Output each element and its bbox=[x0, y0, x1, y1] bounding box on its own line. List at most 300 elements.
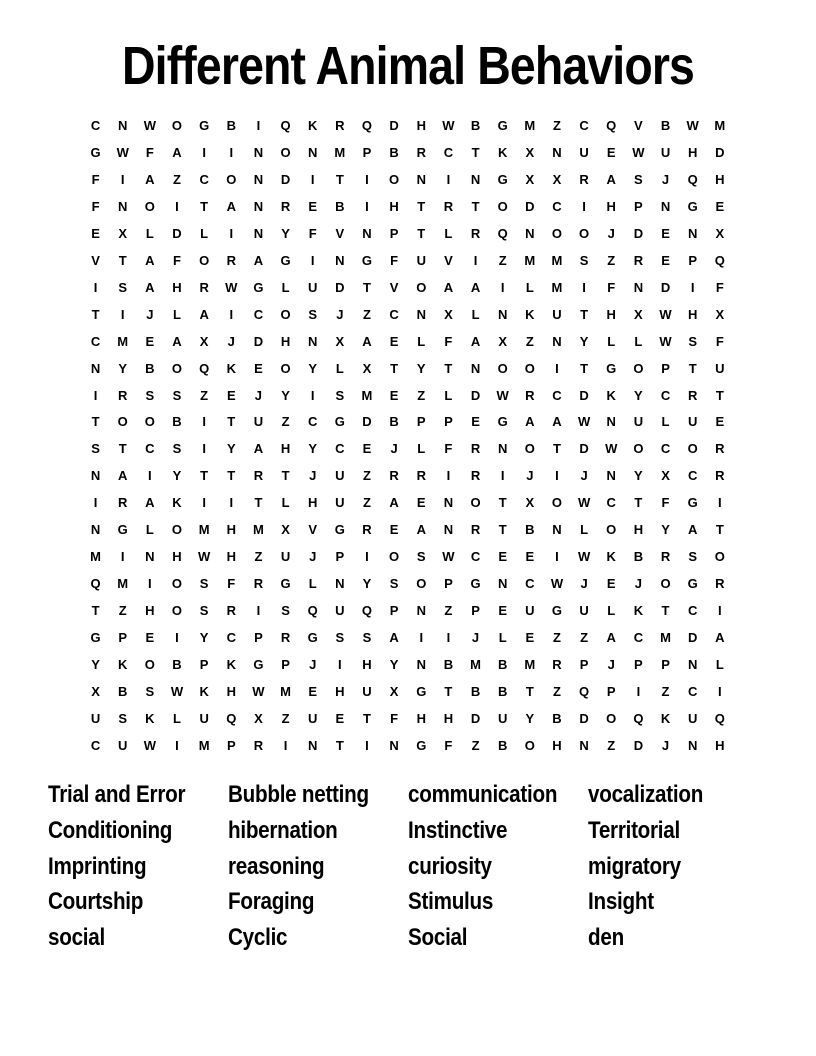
grid-letter[interactable]: I bbox=[500, 468, 505, 484]
grid-letter[interactable]: R bbox=[416, 144, 426, 160]
grid-letter[interactable]: P bbox=[416, 414, 426, 430]
grid-letter[interactable]: W bbox=[659, 333, 672, 349]
grid-letter[interactable]: C bbox=[90, 333, 101, 349]
grid-letter[interactable]: Y bbox=[661, 522, 670, 538]
grid-letter[interactable]: I bbox=[365, 171, 369, 187]
grid-letter[interactable]: N bbox=[416, 171, 426, 187]
grid-letter[interactable]: P bbox=[634, 198, 643, 214]
grid-letter[interactable]: J bbox=[580, 576, 588, 592]
grid-letter[interactable]: I bbox=[202, 495, 206, 511]
grid-letter[interactable]: S bbox=[416, 549, 426, 565]
grid-letter[interactable]: L bbox=[607, 333, 616, 349]
grid-letter[interactable]: N bbox=[253, 144, 264, 160]
grid-letter[interactable]: A bbox=[389, 495, 399, 511]
grid-letter[interactable]: D bbox=[633, 225, 644, 241]
grid-letter[interactable]: Q bbox=[280, 117, 291, 133]
grid-letter[interactable]: O bbox=[171, 117, 183, 133]
grid-letter[interactable]: W bbox=[143, 737, 156, 753]
grid-letter[interactable]: N bbox=[118, 198, 128, 214]
grid-letter[interactable]: V bbox=[308, 522, 318, 538]
grid-letter[interactable]: I bbox=[229, 225, 234, 241]
grid-letter[interactable]: I bbox=[717, 495, 722, 511]
grid-letter[interactable]: Z bbox=[363, 495, 371, 511]
grid-letter[interactable]: G bbox=[199, 117, 210, 133]
grid-letter[interactable]: B bbox=[335, 198, 345, 214]
grid-letter[interactable]: N bbox=[470, 171, 481, 187]
grid-letter[interactable]: J bbox=[146, 306, 154, 322]
grid-letter[interactable]: I bbox=[202, 414, 206, 430]
grid-letter[interactable]: X bbox=[634, 306, 643, 322]
grid-letter[interactable]: E bbox=[308, 683, 318, 699]
grid-letter[interactable]: I bbox=[419, 630, 424, 646]
grid-letter[interactable]: N bbox=[525, 225, 535, 241]
grid-letter[interactable]: N bbox=[606, 414, 616, 430]
grid-letter[interactable]: I bbox=[582, 279, 586, 295]
grid-letter[interactable]: V bbox=[389, 279, 399, 295]
grid-letter[interactable]: L bbox=[498, 630, 507, 646]
grid-letter[interactable]: N bbox=[579, 737, 589, 753]
grid-letter[interactable]: U bbox=[118, 737, 128, 753]
grid-letter[interactable]: Y bbox=[389, 657, 399, 673]
grid-letter[interactable]: U bbox=[579, 144, 589, 160]
grid-letter[interactable]: D bbox=[579, 441, 589, 457]
grid-letter[interactable]: C bbox=[90, 117, 101, 133]
grid-letter[interactable]: D bbox=[579, 387, 589, 403]
grid-letter[interactable]: G bbox=[416, 737, 427, 753]
grid-letter[interactable]: I bbox=[446, 630, 451, 646]
grid-letter[interactable]: K bbox=[145, 710, 155, 726]
grid-letter[interactable]: I bbox=[93, 279, 98, 295]
grid-letter[interactable]: I bbox=[555, 468, 559, 484]
grid-letter[interactable]: C bbox=[687, 683, 698, 699]
grid-letter[interactable]: E bbox=[606, 144, 616, 160]
grid-letter[interactable]: T bbox=[444, 360, 453, 376]
grid-letter[interactable]: N bbox=[253, 171, 264, 187]
grid-letter[interactable]: I bbox=[338, 657, 342, 673]
grid-letter[interactable]: X bbox=[389, 683, 399, 699]
grid-letter[interactable]: J bbox=[607, 225, 615, 241]
grid-letter[interactable]: H bbox=[335, 683, 345, 699]
grid-letter[interactable]: K bbox=[497, 144, 508, 160]
grid-letter[interactable]: T bbox=[715, 522, 724, 538]
grid-letter[interactable]: M bbox=[90, 549, 101, 565]
grid-letter[interactable]: U bbox=[715, 360, 725, 376]
grid-letter[interactable]: N bbox=[552, 144, 562, 160]
grid-letter[interactable]: R bbox=[253, 468, 264, 484]
grid-letter[interactable]: W bbox=[116, 144, 129, 160]
grid-letter[interactable]: I bbox=[229, 306, 234, 322]
grid-letter[interactable]: H bbox=[280, 441, 291, 457]
grid-letter[interactable]: Y bbox=[634, 387, 643, 403]
grid-letter[interactable]: E bbox=[525, 630, 535, 646]
grid-letter[interactable]: I bbox=[365, 198, 369, 214]
grid-letter[interactable]: E bbox=[226, 387, 236, 403]
grid-letter[interactable]: T bbox=[254, 495, 263, 511]
grid-letter[interactable]: Y bbox=[362, 576, 372, 592]
grid-letter[interactable]: N bbox=[687, 657, 698, 673]
grid-letter[interactable]: A bbox=[362, 333, 372, 349]
grid-letter[interactable]: X bbox=[525, 171, 535, 187]
grid-letter[interactable]: A bbox=[416, 522, 426, 538]
grid-letter[interactable]: H bbox=[389, 198, 399, 214]
grid-letter[interactable]: P bbox=[389, 603, 399, 619]
grid-letter[interactable]: X bbox=[525, 144, 535, 160]
grid-letter[interactable]: S bbox=[688, 549, 697, 565]
grid-letter[interactable]: P bbox=[199, 657, 209, 673]
grid-letter[interactable]: B bbox=[172, 657, 182, 673]
grid-letter[interactable]: W bbox=[686, 117, 699, 133]
grid-letter[interactable]: Z bbox=[417, 387, 426, 403]
grid-letter[interactable]: A bbox=[389, 630, 399, 646]
grid-letter[interactable]: R bbox=[335, 117, 345, 133]
grid-letter[interactable]: I bbox=[446, 468, 451, 484]
grid-letter[interactable]: T bbox=[227, 468, 236, 484]
grid-letter[interactable]: Y bbox=[91, 657, 100, 673]
grid-letter[interactable]: P bbox=[606, 683, 616, 699]
grid-letter[interactable]: H bbox=[715, 171, 725, 187]
grid-letter[interactable]: R bbox=[443, 198, 454, 214]
grid-letter[interactable]: W bbox=[550, 576, 564, 592]
grid-letter[interactable]: D bbox=[660, 279, 671, 295]
grid-letter[interactable]: N bbox=[633, 279, 644, 295]
grid-letter[interactable]: S bbox=[389, 576, 399, 592]
grid-letter[interactable]: M bbox=[524, 657, 536, 673]
grid-letter[interactable]: A bbox=[470, 333, 481, 349]
grid-letter[interactable]: L bbox=[281, 495, 290, 511]
grid-letter[interactable]: X bbox=[715, 225, 725, 241]
grid-letter[interactable]: T bbox=[525, 683, 534, 699]
grid-letter[interactable]: I bbox=[175, 737, 179, 753]
grid-letter[interactable]: B bbox=[226, 117, 236, 133]
grid-letter[interactable]: M bbox=[117, 333, 129, 349]
grid-letter[interactable]: D bbox=[362, 414, 372, 430]
grid-letter[interactable]: T bbox=[715, 387, 724, 403]
grid-letter[interactable]: E bbox=[606, 576, 616, 592]
grid-letter[interactable]: U bbox=[633, 414, 644, 430]
grid-letter[interactable]: R bbox=[715, 468, 725, 484]
grid-letter[interactable]: I bbox=[256, 117, 261, 133]
grid-letter[interactable]: P bbox=[362, 144, 372, 160]
grid-letter[interactable]: B bbox=[443, 657, 454, 673]
grid-letter[interactable]: T bbox=[688, 360, 697, 376]
grid-letter[interactable]: X bbox=[661, 468, 670, 484]
grid-letter[interactable]: N bbox=[253, 225, 264, 241]
grid-letter[interactable]: Y bbox=[308, 441, 318, 457]
grid-letter[interactable]: O bbox=[280, 306, 291, 322]
grid-letter[interactable]: A bbox=[226, 198, 236, 214]
grid-letter[interactable]: O bbox=[524, 360, 535, 376]
grid-letter[interactable]: W bbox=[170, 683, 184, 699]
grid-letter[interactable]: E bbox=[308, 198, 318, 214]
grid-letter[interactable]: K bbox=[118, 657, 128, 673]
grid-letter[interactable]: Z bbox=[552, 630, 561, 646]
grid-letter[interactable]: L bbox=[308, 576, 317, 592]
grid-letter[interactable]: X bbox=[118, 225, 128, 241]
grid-letter[interactable]: W bbox=[577, 495, 591, 511]
grid-letter[interactable]: X bbox=[335, 333, 345, 349]
grid-letter[interactable]: T bbox=[471, 144, 480, 160]
grid-letter[interactable]: N bbox=[443, 495, 454, 511]
grid-letter[interactable]: U bbox=[579, 603, 589, 619]
grid-letter[interactable]: Q bbox=[226, 710, 237, 726]
grid-letter[interactable]: Y bbox=[525, 710, 535, 726]
grid-letter[interactable]: J bbox=[254, 387, 263, 403]
grid-letter[interactable]: U bbox=[660, 144, 671, 160]
grid-letter[interactable]: I bbox=[175, 630, 179, 646]
grid-letter[interactable]: A bbox=[443, 279, 454, 295]
grid-letter[interactable]: R bbox=[389, 468, 399, 484]
grid-letter[interactable]: Z bbox=[498, 252, 507, 268]
grid-letter[interactable]: O bbox=[389, 549, 400, 565]
grid-letter[interactable]: R bbox=[280, 198, 291, 214]
grid-letter[interactable]: G bbox=[307, 630, 318, 646]
grid-letter[interactable]: U bbox=[90, 710, 101, 726]
grid-letter[interactable]: Z bbox=[200, 387, 209, 403]
grid-letter[interactable]: M bbox=[252, 522, 264, 538]
grid-letter[interactable]: Y bbox=[634, 468, 643, 484]
grid-letter[interactable]: M bbox=[198, 522, 210, 538]
grid-letter[interactable]: L bbox=[281, 279, 290, 295]
grid-letter[interactable]: O bbox=[579, 225, 590, 241]
grid-letter[interactable]: D bbox=[579, 710, 589, 726]
grid-letter[interactable]: G bbox=[551, 603, 563, 619]
grid-letter[interactable]: G bbox=[687, 576, 698, 592]
grid-letter[interactable]: S bbox=[199, 576, 209, 592]
grid-letter[interactable]: A bbox=[118, 468, 128, 484]
grid-letter[interactable]: C bbox=[145, 441, 155, 457]
grid-letter[interactable]: I bbox=[500, 279, 505, 295]
grid-letter[interactable]: I bbox=[310, 171, 315, 187]
grid-letter[interactable]: N bbox=[90, 468, 101, 484]
grid-letter[interactable]: T bbox=[552, 441, 561, 457]
grid-letter[interactable]: L bbox=[417, 333, 426, 349]
grid-letter[interactable]: H bbox=[280, 333, 291, 349]
grid-letter[interactable]: Z bbox=[580, 630, 589, 646]
grid-letter[interactable]: Q bbox=[199, 360, 210, 376]
grid-letter[interactable]: A bbox=[145, 171, 155, 187]
grid-letter[interactable]: H bbox=[633, 522, 644, 538]
grid-letter[interactable]: O bbox=[389, 171, 400, 187]
grid-letter[interactable]: R bbox=[226, 603, 236, 619]
grid-letter[interactable]: M bbox=[470, 657, 481, 673]
grid-letter[interactable]: L bbox=[661, 414, 670, 430]
grid-letter[interactable]: Z bbox=[525, 333, 534, 349]
grid-letter[interactable]: M bbox=[361, 387, 373, 403]
grid-letter[interactable]: Y bbox=[579, 333, 589, 349]
grid-letter[interactable]: N bbox=[416, 306, 426, 322]
grid-letter[interactable]: E bbox=[389, 387, 399, 403]
grid-letter[interactable]: F bbox=[91, 171, 100, 187]
grid-letter[interactable]: A bbox=[172, 144, 182, 160]
grid-letter[interactable]: O bbox=[551, 495, 563, 511]
grid-letter[interactable]: Z bbox=[173, 171, 181, 187]
grid-letter[interactable]: C bbox=[253, 306, 264, 322]
grid-letter[interactable]: B bbox=[389, 144, 399, 160]
grid-letter[interactable]: W bbox=[143, 117, 156, 133]
grid-letter[interactable]: D bbox=[253, 333, 264, 349]
grid-letter[interactable]: M bbox=[524, 117, 536, 133]
grid-letter[interactable]: R bbox=[470, 441, 481, 457]
grid-letter[interactable]: X bbox=[199, 333, 209, 349]
grid-letter[interactable]: O bbox=[687, 441, 698, 457]
grid-letter[interactable]: T bbox=[200, 198, 209, 214]
grid-letter[interactable]: B bbox=[497, 657, 508, 673]
grid-letter[interactable]: P bbox=[226, 737, 236, 753]
grid-letter[interactable]: A bbox=[199, 306, 209, 322]
grid-letter[interactable]: I bbox=[229, 144, 234, 160]
grid-letter[interactable]: Z bbox=[471, 737, 480, 753]
grid-letter[interactable]: L bbox=[145, 225, 154, 241]
grid-letter[interactable]: U bbox=[280, 549, 291, 565]
grid-letter[interactable]: T bbox=[580, 306, 589, 322]
grid-letter[interactable]: T bbox=[200, 468, 209, 484]
grid-letter[interactable]: E bbox=[715, 414, 725, 430]
grid-letter[interactable]: J bbox=[526, 468, 534, 484]
grid-letter[interactable]: X bbox=[552, 171, 562, 187]
grid-letter[interactable]: P bbox=[634, 657, 643, 673]
grid-letter[interactable]: R bbox=[226, 252, 236, 268]
grid-letter[interactable]: L bbox=[335, 360, 344, 376]
grid-letter[interactable]: G bbox=[497, 171, 508, 187]
grid-letter[interactable]: Z bbox=[363, 468, 371, 484]
grid-letter[interactable]: S bbox=[335, 630, 345, 646]
grid-letter[interactable]: K bbox=[525, 306, 535, 322]
grid-letter[interactable]: P bbox=[118, 630, 128, 646]
grid-letter[interactable]: Y bbox=[308, 360, 318, 376]
grid-letter[interactable]: U bbox=[687, 414, 698, 430]
grid-letter[interactable]: A bbox=[687, 522, 698, 538]
grid-letter[interactable]: R bbox=[118, 495, 128, 511]
grid-letter[interactable]: J bbox=[336, 306, 344, 322]
grid-letter[interactable]: I bbox=[256, 603, 261, 619]
grid-letter[interactable]: Y bbox=[118, 360, 128, 376]
grid-letter[interactable]: O bbox=[144, 414, 155, 430]
grid-letter[interactable]: U bbox=[362, 683, 372, 699]
grid-letter[interactable]: F bbox=[607, 279, 616, 295]
grid-letter[interactable]: Q bbox=[606, 117, 617, 133]
grid-letter[interactable]: N bbox=[389, 737, 399, 753]
grid-letter[interactable]: W bbox=[197, 549, 211, 565]
grid-letter[interactable]: C bbox=[660, 387, 671, 403]
grid-letter[interactable]: J bbox=[390, 441, 398, 457]
grid-letter[interactable]: N bbox=[416, 657, 426, 673]
grid-letter[interactable]: S bbox=[335, 387, 345, 403]
grid-letter[interactable]: A bbox=[715, 630, 725, 646]
grid-letter[interactable]: O bbox=[117, 414, 128, 430]
grid-letter[interactable]: S bbox=[199, 603, 209, 619]
grid-letter[interactable]: Z bbox=[607, 252, 616, 268]
grid-letter[interactable]: M bbox=[198, 737, 210, 753]
grid-letter[interactable]: T bbox=[91, 603, 100, 619]
grid-letter[interactable]: X bbox=[715, 306, 725, 322]
grid-letter[interactable]: S bbox=[118, 710, 128, 726]
grid-letter[interactable]: C bbox=[687, 468, 698, 484]
grid-letter[interactable]: N bbox=[416, 603, 426, 619]
grid-letter[interactable]: R bbox=[687, 387, 698, 403]
grid-letter[interactable]: N bbox=[687, 737, 698, 753]
grid-letter[interactable]: A bbox=[145, 279, 155, 295]
grid-letter[interactable]: C bbox=[335, 441, 345, 457]
grid-letter[interactable]: W bbox=[632, 144, 645, 160]
grid-letter[interactable]: F bbox=[661, 495, 670, 511]
grid-letter[interactable]: A bbox=[552, 414, 562, 430]
grid-letter[interactable]: O bbox=[144, 657, 155, 673]
grid-letter[interactable]: H bbox=[687, 144, 698, 160]
grid-letter[interactable]: O bbox=[633, 441, 644, 457]
grid-letter[interactable]: I bbox=[120, 306, 125, 322]
grid-letter[interactable]: S bbox=[634, 171, 643, 187]
grid-letter[interactable]: H bbox=[145, 603, 155, 619]
grid-letter[interactable]: C bbox=[199, 171, 209, 187]
grid-letter[interactable]: O bbox=[633, 360, 644, 376]
grid-letter[interactable]: C bbox=[552, 198, 562, 214]
grid-letter[interactable]: S bbox=[145, 387, 155, 403]
grid-letter[interactable]: I bbox=[175, 198, 179, 214]
grid-letter[interactable]: Z bbox=[254, 549, 263, 565]
grid-letter[interactable]: F bbox=[444, 737, 453, 753]
grid-letter[interactable]: J bbox=[634, 576, 642, 592]
grid-letter[interactable]: U bbox=[525, 603, 535, 619]
grid-letter[interactable]: R bbox=[715, 576, 725, 592]
grid-letter[interactable]: I bbox=[582, 198, 586, 214]
grid-letter[interactable]: H bbox=[308, 495, 318, 511]
grid-letter[interactable]: P bbox=[444, 414, 453, 430]
grid-letter[interactable]: L bbox=[715, 657, 724, 673]
grid-letter[interactable]: E bbox=[661, 225, 670, 241]
grid-letter[interactable]: K bbox=[606, 387, 616, 403]
grid-letter[interactable]: V bbox=[91, 252, 100, 268]
grid-letter[interactable]: H bbox=[552, 737, 562, 753]
grid-letter[interactable]: J bbox=[607, 657, 615, 673]
grid-letter[interactable]: B bbox=[497, 683, 508, 699]
grid-letter[interactable]: H bbox=[172, 549, 182, 565]
grid-letter[interactable]: R bbox=[470, 225, 481, 241]
grid-letter[interactable]: G bbox=[90, 630, 101, 646]
grid-letter[interactable]: S bbox=[579, 252, 589, 268]
grid-letter[interactable]: E bbox=[389, 333, 399, 349]
grid-letter[interactable]: G bbox=[334, 414, 345, 430]
grid-letter[interactable]: T bbox=[335, 171, 344, 187]
grid-letter[interactable]: D bbox=[715, 144, 725, 160]
grid-letter[interactable]: X bbox=[362, 360, 372, 376]
grid-letter[interactable]: O bbox=[524, 441, 535, 457]
grid-letter[interactable]: C bbox=[687, 603, 698, 619]
grid-letter[interactable]: C bbox=[606, 495, 616, 511]
grid-letter[interactable]: K bbox=[172, 495, 182, 511]
grid-letter[interactable]: A bbox=[470, 279, 481, 295]
grid-letter[interactable]: D bbox=[687, 630, 698, 646]
grid-letter[interactable]: L bbox=[525, 279, 534, 295]
grid-letter[interactable]: N bbox=[335, 252, 345, 268]
grid-letter[interactable]: H bbox=[226, 683, 236, 699]
grid-letter[interactable]: N bbox=[497, 441, 508, 457]
grid-letter[interactable]: S bbox=[145, 683, 155, 699]
grid-letter[interactable]: R bbox=[660, 549, 671, 565]
grid-letter[interactable]: G bbox=[687, 198, 698, 214]
grid-letter[interactable]: X bbox=[281, 522, 290, 538]
grid-letter[interactable]: M bbox=[117, 576, 129, 592]
grid-letter[interactable]: E bbox=[145, 630, 155, 646]
grid-letter[interactable]: I bbox=[202, 441, 206, 457]
grid-letter[interactable]: P bbox=[281, 657, 290, 673]
grid-letter[interactable]: I bbox=[310, 252, 315, 268]
grid-letter[interactable]: J bbox=[661, 737, 670, 753]
grid-letter[interactable]: C bbox=[308, 414, 318, 430]
grid-letter[interactable]: J bbox=[580, 468, 588, 484]
grid-letter[interactable]: K bbox=[199, 683, 209, 699]
grid-letter[interactable]: T bbox=[118, 252, 127, 268]
grid-letter[interactable]: R bbox=[470, 468, 481, 484]
